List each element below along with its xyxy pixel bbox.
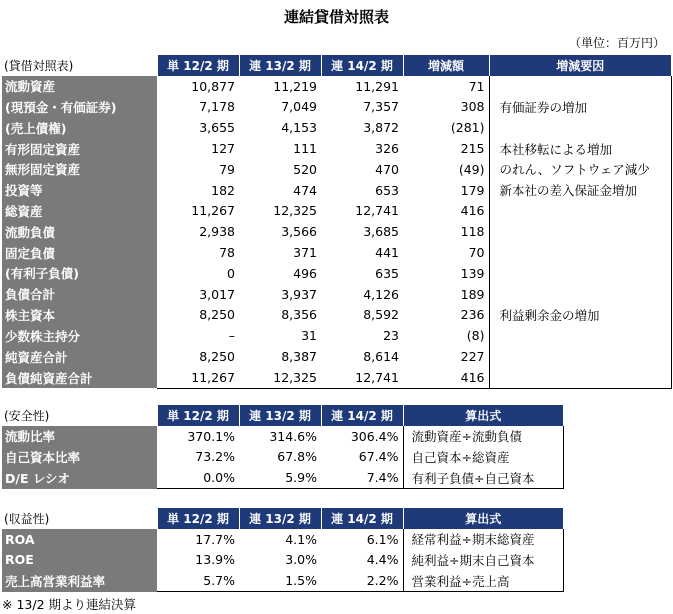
value-fy14: 12,741 [355, 203, 399, 219]
value-fy13: 1.5% [239, 570, 321, 591]
row-label: 無形固定資産 [2, 159, 157, 180]
value-fy12: 17.7% [195, 531, 235, 547]
value-fy12: 182 [211, 182, 235, 198]
row-label: (有利子負債) [2, 263, 157, 284]
safety-section-label: (安全性) [2, 405, 157, 426]
value-fy12: 79 [219, 161, 235, 177]
col-header-fy13: 連 13/2 期 [239, 55, 321, 76]
row-label: 有形固定資産 [2, 138, 157, 159]
formula: 経常利益÷期末総資産 [403, 529, 563, 550]
value-fy14: 441 [375, 245, 399, 261]
value-diff: 189 [460, 286, 485, 302]
row-label: 自己資本比率 [2, 447, 157, 468]
table-row [2, 117, 671, 138]
value-fy12: – [228, 328, 235, 344]
unit-note: （単位：百万円） [568, 36, 665, 50]
row-label: 売上高営業利益率 [2, 570, 157, 591]
table-row [2, 180, 671, 201]
row-label: ROE [2, 550, 157, 571]
value-fy12: 3,655 [199, 120, 235, 136]
value-fy13: 11,219 [273, 78, 317, 94]
value-fy12: 11,267 [157, 367, 239, 388]
value-diff: 139 [460, 265, 485, 281]
profitability-table [2, 508, 564, 592]
value-fy14: 8,592 [363, 307, 399, 323]
value-fy13: 3.0% [285, 552, 317, 568]
table-row [2, 570, 563, 591]
value-diff: 215 [460, 141, 485, 157]
value-diff: 71 [468, 78, 485, 94]
change-reason [489, 201, 671, 222]
page-title: 連結貸借対照表 [283, 8, 389, 26]
value-fy14: 326 [375, 141, 399, 157]
value-fy13: 8,387 [281, 349, 317, 365]
value-fy13: 67.8% [277, 449, 317, 465]
value-fy12: 10,877 [191, 78, 235, 94]
row-label: D/E レシオ [2, 467, 157, 488]
value-fy12: 78 [219, 245, 235, 261]
balance-section-label: (貸借対照表) [2, 55, 157, 76]
value-fy14: 7,357 [363, 99, 399, 115]
row-label: (売上債権) [2, 117, 157, 138]
value-fy13: 111 [293, 141, 317, 157]
value-fy12: 2,938 [199, 224, 235, 240]
value-fy14: 306.4% [350, 428, 399, 444]
value-fy14: 4,126 [363, 286, 399, 302]
col-header-fy13: 連 13/2 期 [239, 405, 321, 426]
safety-table [2, 405, 564, 489]
value-fy12: 127 [211, 141, 235, 157]
row-label: 投資等 [2, 180, 157, 201]
value-fy13: 520 [293, 161, 317, 177]
table-row [2, 201, 671, 222]
profitability-section-label: (収益性) [2, 508, 157, 529]
value-fy13: 4,153 [281, 120, 317, 136]
value-fy13: 3,566 [281, 224, 317, 240]
col-header-diff: 増減額 [403, 55, 489, 76]
value-fy14: 3,872 [363, 120, 399, 136]
value-fy14: 470 [375, 161, 399, 177]
table-row [2, 284, 671, 305]
change-reason: のれん、ソフトウェア減少 [489, 159, 671, 180]
table-row [2, 159, 671, 180]
value-fy12: 0 [227, 265, 235, 281]
value-diff: 70 [468, 245, 485, 261]
value-diff: 179 [460, 182, 485, 198]
value-fy14: 12,741 [321, 367, 403, 388]
value-fy14: 6.1% [366, 531, 399, 547]
col-header-fy14: 連 14/2 期 [321, 55, 403, 76]
change-reason [489, 325, 671, 346]
row-label: 株主資本 [2, 305, 157, 326]
change-reason: 利益剰余金の増加 [489, 305, 671, 326]
formula: 自己資本÷総資産 [403, 447, 563, 468]
value-fy12: 370.1% [187, 428, 235, 444]
value-diff: 416 [460, 203, 485, 219]
value-diff: 236 [460, 307, 485, 323]
value-fy13: 474 [293, 182, 317, 198]
change-reason [489, 221, 671, 242]
table-row [2, 447, 563, 468]
row-label: 流動比率 [2, 426, 157, 447]
safety-header-row [2, 405, 563, 426]
formula: 有利子負債÷自己資本 [403, 467, 563, 488]
value-fy14: 23 [383, 328, 399, 344]
formula: 流動資産÷流動負債 [403, 426, 563, 447]
col-header-fy12: 単 12/2 期 [157, 508, 239, 529]
value-diff: (8) [466, 328, 485, 344]
value-fy12: 5.7% [157, 570, 239, 591]
row-label: 純資産合計 [2, 346, 157, 367]
footnote: ※ 13/2 期より連結決算 [2, 597, 136, 612]
value-fy13: 3,937 [281, 286, 317, 302]
value-fy14: 7.4% [321, 467, 403, 488]
formula: 純利益÷期末自己資本 [403, 550, 563, 571]
table-row [2, 367, 671, 388]
col-header-fy12: 単 12/2 期 [157, 55, 239, 76]
table-row [2, 263, 671, 284]
value-fy14: 653 [375, 182, 399, 198]
row-label: ROA [2, 529, 157, 550]
change-reason: 有価証券の増加 [489, 97, 671, 118]
change-reason [489, 242, 671, 263]
row-label: 流動資産 [2, 76, 157, 97]
value-fy14: 635 [375, 265, 399, 281]
table-row [2, 138, 671, 159]
value-fy12: 13.9% [195, 552, 235, 568]
value-fy14: 67.4% [358, 449, 399, 465]
value-fy13: 496 [293, 265, 317, 281]
row-label: 負債純資産合計 [2, 367, 157, 388]
value-fy13: 7,049 [281, 99, 317, 115]
table-row [2, 550, 563, 571]
value-fy14: 11,291 [355, 78, 399, 94]
value-fy12: 11,267 [191, 203, 235, 219]
col-header-formula: 算出式 [403, 508, 563, 529]
value-diff: 227 [460, 349, 485, 365]
change-reason [489, 117, 671, 138]
value-fy14: 8,614 [363, 349, 399, 365]
value-fy13: 8,356 [281, 307, 317, 323]
value-fy12: 73.2% [195, 449, 235, 465]
col-header-formula: 算出式 [403, 405, 563, 426]
change-reason [489, 284, 671, 305]
col-header-reason: 増減要因 [489, 55, 671, 76]
value-fy13: 371 [293, 245, 317, 261]
change-reason: 本社移転による増加 [489, 138, 671, 159]
balance-header-row [2, 55, 671, 76]
value-fy13: 31 [301, 328, 317, 344]
value-fy14: 3,685 [363, 224, 399, 240]
table-row [2, 242, 671, 263]
value-fy13: 12,325 [239, 367, 321, 388]
value-diff: 118 [460, 224, 485, 240]
value-fy12: 0.0% [157, 467, 239, 488]
col-header-fy12: 単 12/2 期 [157, 405, 239, 426]
profitability-header-row [2, 508, 563, 529]
value-fy12: 8,250 [199, 307, 235, 323]
balance-sheet-table [2, 55, 672, 389]
change-reason: 新本社の差入保証金増加 [489, 180, 671, 201]
col-header-fy14: 連 14/2 期 [321, 508, 403, 529]
change-reason [489, 346, 671, 367]
value-fy13: 5.9% [239, 467, 321, 488]
row-label: 負債合計 [2, 284, 157, 305]
change-reason [489, 367, 671, 388]
value-diff: 308 [460, 99, 485, 115]
value-diff: (49) [458, 161, 485, 177]
value-fy13: 4.1% [285, 531, 317, 547]
table-row [2, 426, 563, 447]
change-reason [489, 263, 671, 284]
formula: 営業利益÷売上高 [403, 570, 563, 591]
table-row [2, 221, 671, 242]
value-fy14: 4.4% [366, 552, 399, 568]
row-label: (現預金・有価証券) [2, 97, 157, 118]
row-label: 流動負債 [2, 221, 157, 242]
value-fy12: 3,017 [199, 286, 235, 302]
table-row [2, 346, 671, 367]
value-fy14: 2.2% [321, 570, 403, 591]
table-row [2, 467, 563, 488]
table-row [2, 325, 671, 346]
row-label: 総資産 [2, 201, 157, 222]
col-header-fy13: 連 13/2 期 [239, 508, 321, 529]
table-row [2, 305, 671, 326]
value-fy12: 8,250 [199, 349, 235, 365]
value-fy13: 314.6% [269, 428, 317, 444]
value-fy13: 12,325 [273, 203, 317, 219]
value-diff: 416 [403, 367, 489, 388]
value-diff: (281) [450, 120, 485, 136]
row-label: 少数株主持分 [2, 325, 157, 346]
row-label: 固定負債 [2, 242, 157, 263]
table-row [2, 529, 563, 550]
value-fy12: 7,178 [199, 99, 235, 115]
table-row [2, 97, 671, 118]
change-reason [489, 76, 671, 97]
col-header-fy14: 連 14/2 期 [321, 405, 403, 426]
table-row [2, 76, 671, 97]
